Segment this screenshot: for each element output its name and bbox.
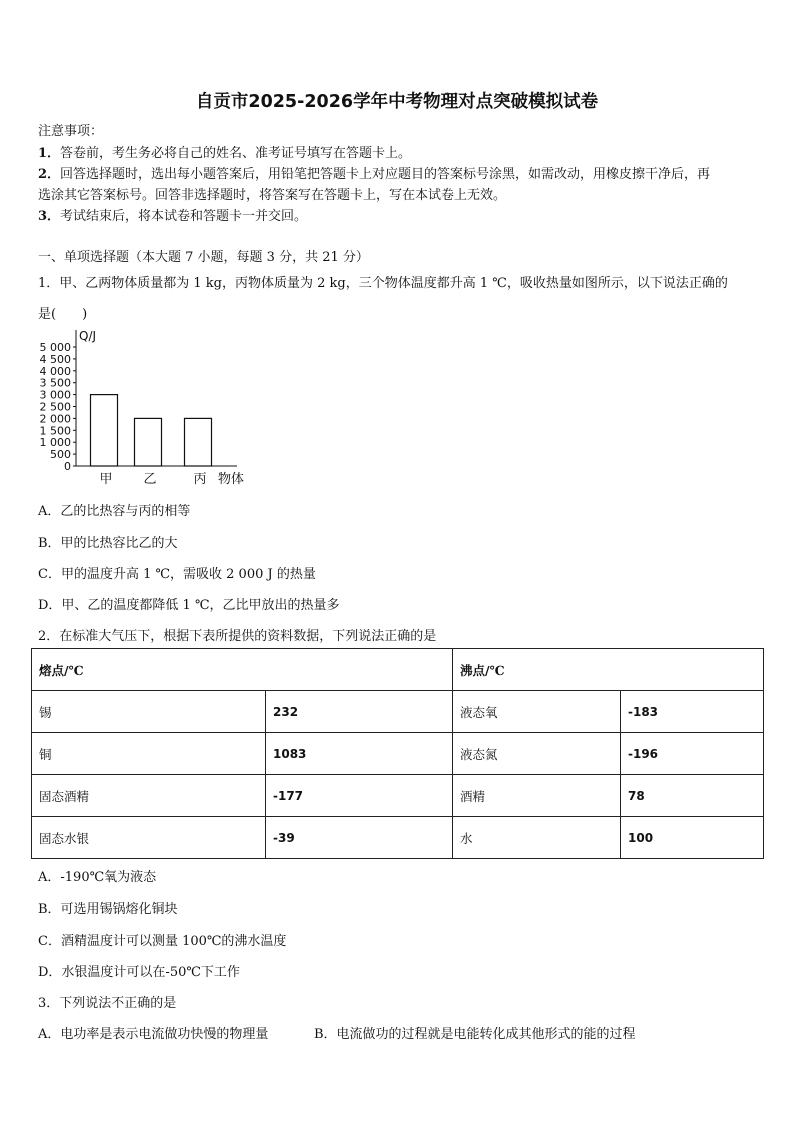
y-tick-label: 2 000 <box>39 412 71 426</box>
question-3-option-b: B．电流做功的过程就是电能转化成其他形式的能的过程 <box>314 1027 636 1042</box>
notice-item-continued: 选涂其它答案标号。回答非选择题时，将答案写在答题卡上，写在本试卷上无效。 <box>38 188 507 203</box>
section-heading: 一、单项选择题（本大题 7 小题，每题 3 分，共 21 分） <box>38 250 369 265</box>
bar <box>185 418 212 466</box>
y-tick-label: 3 500 <box>39 376 71 390</box>
table-cell: 1083 <box>266 733 453 775</box>
table-cell: -39 <box>266 817 453 859</box>
y-tick-label: 1 500 <box>39 424 71 438</box>
y-tick-label: 0 <box>64 460 71 473</box>
question-1-option-b: B．甲的比热容比乙的大 <box>38 536 178 551</box>
question-2-option-d: D．水银温度计可以在-50℃下工作 <box>38 965 240 980</box>
x-axis-label: 物体 <box>218 472 245 487</box>
question-1-option-d: D．甲、乙的温度都降低 1 ℃，乙比甲放出的热量多 <box>38 598 340 613</box>
y-axis-label: Q/J <box>79 329 97 343</box>
table-cell: 锡 <box>32 691 266 733</box>
x-category-label: 甲 <box>99 472 113 487</box>
table-cell: 100 <box>621 817 764 859</box>
question-1-option-a: A．乙的比热容与丙的相等 <box>38 504 191 519</box>
question-3-stem: 3．下列说法不正确的是 <box>38 996 177 1011</box>
question-2-option-c: C．酒精温度计可以测量 100℃的沸水温度 <box>38 934 287 949</box>
melting-boiling-table <box>31 648 764 859</box>
y-tick-label: 5 000 <box>39 341 71 354</box>
table-row <box>32 733 764 775</box>
bar <box>135 418 162 466</box>
question-2-option-a: A．-190℃氧为液态 <box>38 870 157 885</box>
table-cell: 78 <box>621 775 764 817</box>
notice-item: 1．答卷前，考生务必将自己的姓名、准考证号填写在答题卡上。 <box>38 146 412 161</box>
y-tick-label: 4 000 <box>39 364 71 378</box>
heat-bar-chart <box>32 326 262 492</box>
table-row <box>32 691 764 733</box>
y-tick-label: 4 500 <box>39 352 71 366</box>
y-tick-label: 1 000 <box>39 436 71 450</box>
notice-item: 2．回答选择题时，选出每小题答案后，用铅笔把答题卡上对应题目的答案标号涂黑，如需改动，用橡皮擦干净后，再 <box>38 167 711 182</box>
table-cell: 铜 <box>32 733 266 775</box>
question-2-option-b: B．可选用锡锅熔化铜块 <box>38 902 178 917</box>
table-cell: -177 <box>266 775 453 817</box>
y-tick-label: 500 <box>50 448 71 462</box>
table-header-row <box>32 649 764 691</box>
question-1-stem-end: 是( ) <box>38 307 88 322</box>
table-cell: 固态水银 <box>32 817 266 859</box>
table-row <box>32 775 764 817</box>
question-1-option-c: C．甲的温度升高 1 ℃，需吸收 2 000 J 的热量 <box>38 567 316 582</box>
table-cell: -183 <box>621 691 764 733</box>
table-cell: -196 <box>621 733 764 775</box>
y-tick-label: 3 000 <box>39 388 71 402</box>
table-cell: 液态氮 <box>453 733 621 775</box>
header-melting-point: 熔点/℃ <box>32 649 453 691</box>
notice-heading: 注意事项： <box>38 124 104 139</box>
notice-item: 3．考试结束后，将本试卷和答题卡一并交回。 <box>38 209 308 224</box>
table-cell: 液态氧 <box>453 691 621 733</box>
x-category-label: 乙 <box>143 472 157 487</box>
question-2-stem: 2．在标准大气压下，根据下表所提供的资料数据，下列说法正确的是 <box>38 629 437 644</box>
bar <box>91 395 118 466</box>
table-cell: 酒精 <box>453 775 621 817</box>
x-category-label: 丙 <box>193 472 207 487</box>
table-cell: 水 <box>453 817 621 859</box>
table-cell: 固态酒精 <box>32 775 266 817</box>
y-tick-label: 2 500 <box>39 400 71 414</box>
page-title: 自贡市2025-2026学年中考物理对点突破模拟试卷 <box>195 92 599 112</box>
question-3-option-a: A．电功率是表示电流做功快慢的物理量 <box>38 1027 269 1042</box>
table-row <box>32 817 764 859</box>
table-cell: 232 <box>266 691 453 733</box>
header-boiling-point: 沸点/℃ <box>453 649 764 691</box>
question-1-stem: 1．甲、乙两物体质量都为 1 kg，丙物体质量为 2 kg，三个物体温度都升高 1 ℃，吸收热量如图所示，以下说法正确的 <box>38 276 728 291</box>
